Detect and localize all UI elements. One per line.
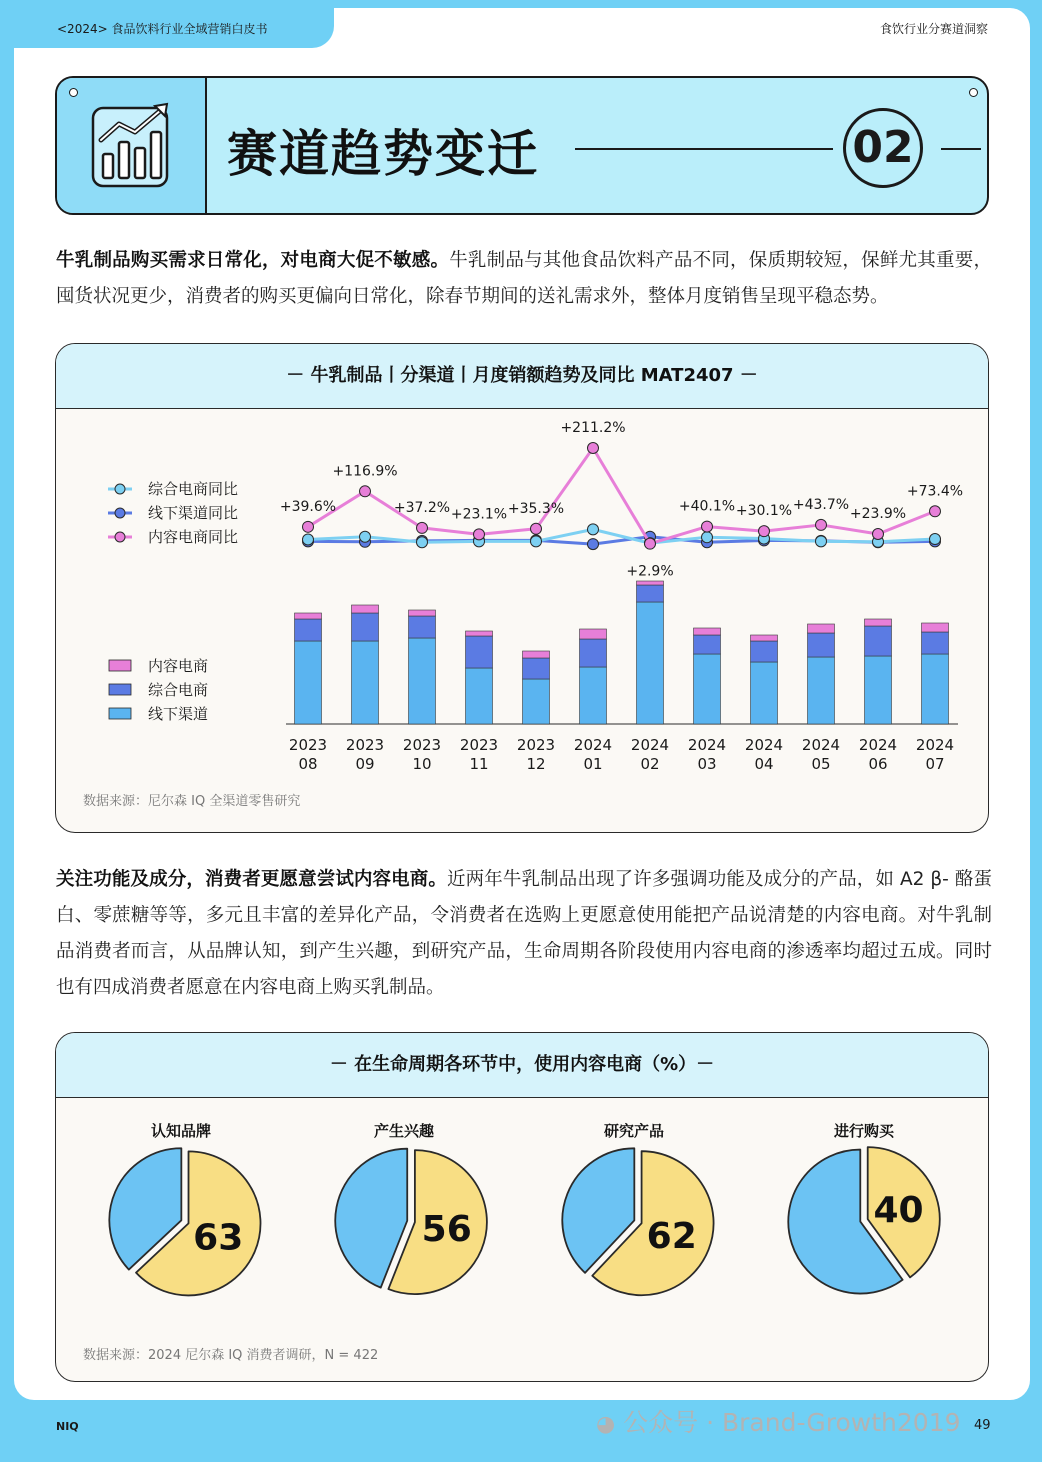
yoy-point [303,521,314,532]
yoy-data-label: +73.4% [906,483,964,500]
pie-value-label: 40 [873,1190,924,1232]
x-tick-label: 03 [697,755,717,773]
sales-trend-chart [56,408,987,828]
banner-rule [941,148,981,150]
x-tick-label: 09 [355,755,375,773]
bar-segment [352,605,379,613]
yoy-point [588,539,599,550]
bar-segment [694,628,721,635]
yoy-point [588,443,599,454]
bar-segment [295,619,322,641]
bar-segment [466,668,493,724]
bar-segment [694,654,721,724]
report-title: <2024> 食品饮料行业全域营销白皮书 [57,22,268,36]
x-tick-label: 2023 [459,736,499,754]
yoy-point [816,536,827,547]
wechat-icon: ◕ [596,1412,616,1437]
bar-segment [409,610,436,616]
x-tick-label: 11 [469,755,489,773]
x-tick-label: 04 [754,755,774,773]
yoy-data-label: +30.1% [735,503,793,520]
yoy-point [702,521,713,532]
bar-segment [865,626,892,656]
yoy-point [873,529,884,540]
sales-trend-source: 数据来源：尼尔森 IQ 全渠道零售研究 [83,794,301,809]
pie-value-label: 62 [646,1216,697,1258]
x-tick-label: 12 [526,755,546,773]
pie-value-label: 63 [193,1217,244,1259]
yoy-point [303,534,314,545]
bar-segment [808,633,835,657]
intro-paragraph-lead: 牛乳制品购买需求日常化，对电商大促不敏感。 [56,250,450,271]
x-tick-label: 2024 [687,736,727,754]
legend-bar-swatch [109,708,131,719]
yoy-data-label: +23.9% [849,506,907,523]
bar-segment [409,638,436,724]
yoy-point [531,523,542,534]
watermark-text: 公众号 · Brand-Growth2019 [623,1408,961,1437]
banner-title: 赛道趋势变迁 [227,125,539,183]
bar-segment [751,635,778,641]
yoy-point [816,519,827,530]
legend-line-label: 内容电商同比 [148,528,239,546]
yoy-point [417,522,428,533]
x-tick-label: 10 [412,755,432,773]
x-tick-label: 2024 [573,736,613,754]
sales-trend-title: － 牛乳制品丨分渠道丨月度销额趋势及同比 MAT2407 － [56,344,988,409]
sales-trend-card [55,343,989,833]
x-tick-label: 2024 [801,736,841,754]
bar-segment [466,631,493,636]
legend-line-label: 线下渠道同比 [148,504,239,522]
yoy-point [645,538,656,549]
bar-segment [523,679,550,724]
bar-segment [637,581,664,585]
banner-corner-dot [69,88,78,97]
yoy-data-label: +39.6% [279,498,337,515]
lifecycle-title: － 在生命周期各环节中，使用内容电商（%）－ [56,1033,988,1098]
bar-segment [409,616,436,638]
yoy-point [417,537,428,548]
intro-paragraph [56,243,992,315]
insight-paragraph-body: 近两年牛乳制品出现了许多强调功能及成分的产品，如 A2 β- 酪蛋白、零蔗糖等等，多元且丰富的差异化产品，令消费者在选购上更愿意使用能把产品说清楚的内容电商。对牛乳制品消费者而言，从品牌认知，到产生兴趣，到研究产品，生命周期各阶段使用内容电商的渗透率均超过五成。同时也有四成消费者愿意在内容电商上购买乳制品。 [56,869,992,998]
bar-segment [295,613,322,619]
niq-logo: NIQ [56,1420,79,1433]
bar-segment [637,602,664,724]
x-tick-label: 05 [811,755,831,773]
yoy-point [474,529,485,540]
pie-label: 研究产品 [603,1122,664,1140]
x-tick-label: 01 [583,755,603,773]
bar-segment [694,635,721,654]
section-banner [55,76,989,215]
bar-segment [295,641,322,724]
wechat-watermark [596,1403,961,1439]
pie-label: 认知品牌 [150,1122,211,1140]
x-tick-label: 08 [298,755,318,773]
bar-segment [523,658,550,679]
bar-segment [637,585,664,602]
yoy-point [360,531,371,542]
banner-icon-box [57,78,207,213]
legend-line-label: 综合电商同比 [148,480,239,498]
pie-label: 进行购买 [833,1122,894,1140]
bar-segment [352,613,379,641]
section-name: 食饮行业分赛道洞察 [879,22,988,36]
bar-segment [808,657,835,724]
bar-segment [922,654,949,724]
bar-chart-trend-icon [57,78,205,213]
bar-segment [808,624,835,633]
legend-bar-swatch [109,660,131,671]
legend-bar-swatch [109,684,131,695]
yoy-data-label: +23.1% [450,506,508,523]
x-tick-label: 2024 [858,736,898,754]
bar-segment [580,667,607,724]
yoy-point [759,526,770,537]
legend-line-marker [115,508,125,518]
yoy-point [360,486,371,497]
legend-bar-label: 综合电商 [148,681,209,699]
x-tick-label: 2023 [288,736,328,754]
yoy-point [930,506,941,517]
bar-segment [865,619,892,626]
banner-number: 02 [843,108,923,188]
yoy-data-label: +2.9% [626,563,674,580]
bar-segment [922,623,949,632]
bar-segment [466,636,493,668]
yoy-data-label: +35.3% [507,500,565,517]
lifecycle-source: 数据来源：2024 尼尔森 IQ 消费者调研，N = 422 [83,1348,379,1363]
bar-segment [580,629,607,639]
banner-rule [575,148,833,150]
x-tick-label: 2024 [915,736,955,754]
bar-segment [523,651,550,658]
yoy-point [531,536,542,547]
yoy-data-label: +43.7% [792,496,850,513]
insight-paragraph-lead: 关注功能及成分，消费者更愿意尝试内容电商。 [56,869,448,890]
legend-bar-label: 内容电商 [148,657,209,675]
bar-segment [580,639,607,667]
yoy-data-label: +37.2% [393,499,451,516]
yoy-point [930,534,941,545]
x-tick-label: 2023 [402,736,442,754]
x-tick-label: 06 [868,755,888,773]
yoy-data-label: +116.9% [332,463,398,480]
bar-segment [865,656,892,724]
lifecycle-pies [56,1143,987,1343]
x-tick-label: 2023 [345,736,385,754]
bar-segment [352,641,379,724]
legend-line-marker [115,532,125,542]
pie-value-label: 56 [421,1209,472,1251]
legend-bar-label: 线下渠道 [148,705,209,723]
x-tick-label: 02 [640,755,660,773]
x-tick-label: 07 [925,755,945,773]
x-tick-label: 2023 [516,736,556,754]
bar-segment [922,632,949,654]
pie-label: 产生兴趣 [373,1122,434,1140]
x-tick-label: 2024 [744,736,784,754]
yoy-point [588,524,599,535]
yoy-point [702,532,713,543]
legend-line-marker [115,484,125,494]
page-number: 49 [974,1418,991,1433]
yoy-data-label: +211.2% [560,420,626,436]
intro-paragraph-body: 牛乳制品与其他食品饮料产品不同，保质期较短，保鲜尤其重要，囤货状况更少，消费者的购买更偏向日常化，除春节期间的送礼需求外，整体月度销售呈现平稳态势。 [56,250,992,307]
x-tick-label: 2024 [630,736,670,754]
yoy-data-label: +40.1% [678,498,736,515]
insight-paragraph [56,862,992,1006]
lifecycle-card [55,1032,989,1382]
banner-corner-dot [969,88,978,97]
bar-segment [751,641,778,662]
yoy-line [308,448,935,544]
bar-segment [751,662,778,724]
